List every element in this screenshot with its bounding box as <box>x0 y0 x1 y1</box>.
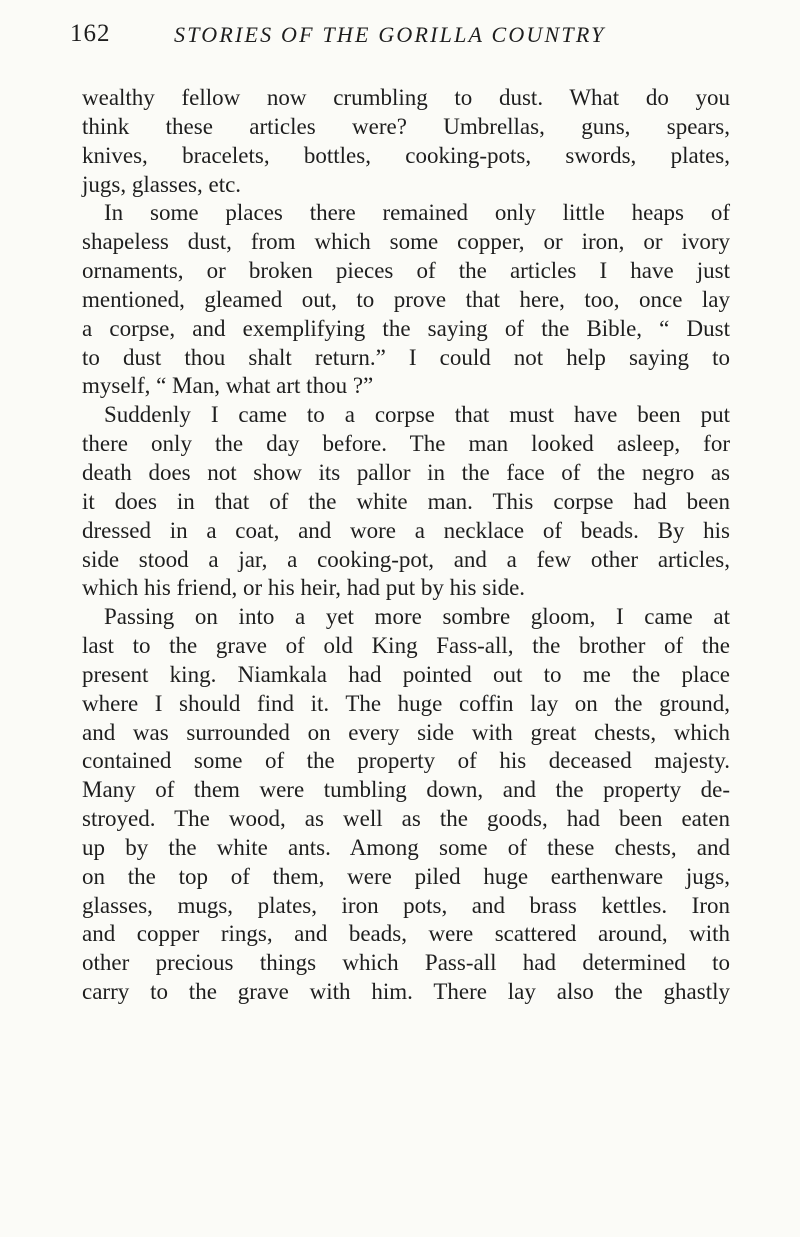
text-line: wealthy fellow now crumbling to dust. What do you <box>82 85 730 110</box>
text-line: Passing on into a yet more sombre gloom, I came at <box>104 604 730 630</box>
text-line: shapeless dust, from which some copper, or iron, or ivory <box>82 229 730 255</box>
text-line: it does in that of the white man. This corpse had been <box>82 488 730 514</box>
text-line: Many of them were tumbling down, and the property de- <box>82 777 730 803</box>
text-line: where I should find it. The huge coffin lay on the ground, <box>82 690 730 716</box>
running-head <box>70 20 725 60</box>
text-line: knives, bracelets, bottles, cooking-pots, swords, plates, <box>82 142 730 168</box>
text-line: ornaments, or broken pieces of the articles I have just <box>82 258 730 284</box>
running-title: STORIES OF THE GORILLA COUNTRY <box>174 22 606 47</box>
text-line: mentioned, gleamed out, to prove that here, too, once lay <box>82 286 730 312</box>
text-line: present king. Niamkala had pointed out to me the place <box>82 661 730 687</box>
text-line: contained some of the property of his deceased majesty. <box>82 748 730 774</box>
text-line: on the top of them, were piled huge earthenware jugs, <box>82 863 730 889</box>
text-line: carry to the grave with him. There lay also the ghastly <box>82 979 730 1005</box>
text-line: death does not show its pallor in the face of the negro as <box>82 459 730 485</box>
text-line: glasses, mugs, plates, iron pots, and brass kettles. Iron <box>82 892 730 918</box>
text-line: dressed in a coat, and wore a necklace of beads. By his <box>82 517 730 543</box>
text-line: and was surrounded on every side with great chests, which <box>82 719 730 745</box>
text-line: Suddenly I came to a corpse that must have been put <box>104 402 730 428</box>
text-line: myself, “ Man, what art thou ?” <box>82 373 374 399</box>
text-line: which his friend, or his heir, had put by his side. <box>82 575 526 601</box>
text-line: other precious things which Pass-all had determined to <box>82 950 730 976</box>
body-text <box>82 84 730 1007</box>
text-line: a corpse, and exemplifying the saying of the Bible, “ Dust <box>82 315 730 341</box>
text-line: think these articles were? Umbrellas, guns, spears, <box>82 113 730 139</box>
text-line: to dust thou shalt return.” I could not help saying to <box>82 344 730 370</box>
text-line: last to the grave of old King Fass-all, the brother of the <box>82 633 730 659</box>
text-line: jugs, glasses, etc. <box>82 171 242 197</box>
text-line: In some places there remained only little heaps of <box>104 200 730 226</box>
text-line: stroyed. The wood, as well as the goods, had been eaten <box>82 806 730 832</box>
text-line: side stood a jar, a cooking-pot, and a few other articles, <box>82 546 730 572</box>
page-number: 162 <box>70 20 111 47</box>
text-line: and copper rings, and beads, were scattered around, with <box>82 921 730 947</box>
text-line: up by the white ants. Among some of these chests, and <box>82 834 730 860</box>
text-line: there only the day before. The man looked asleep, for <box>82 431 730 457</box>
